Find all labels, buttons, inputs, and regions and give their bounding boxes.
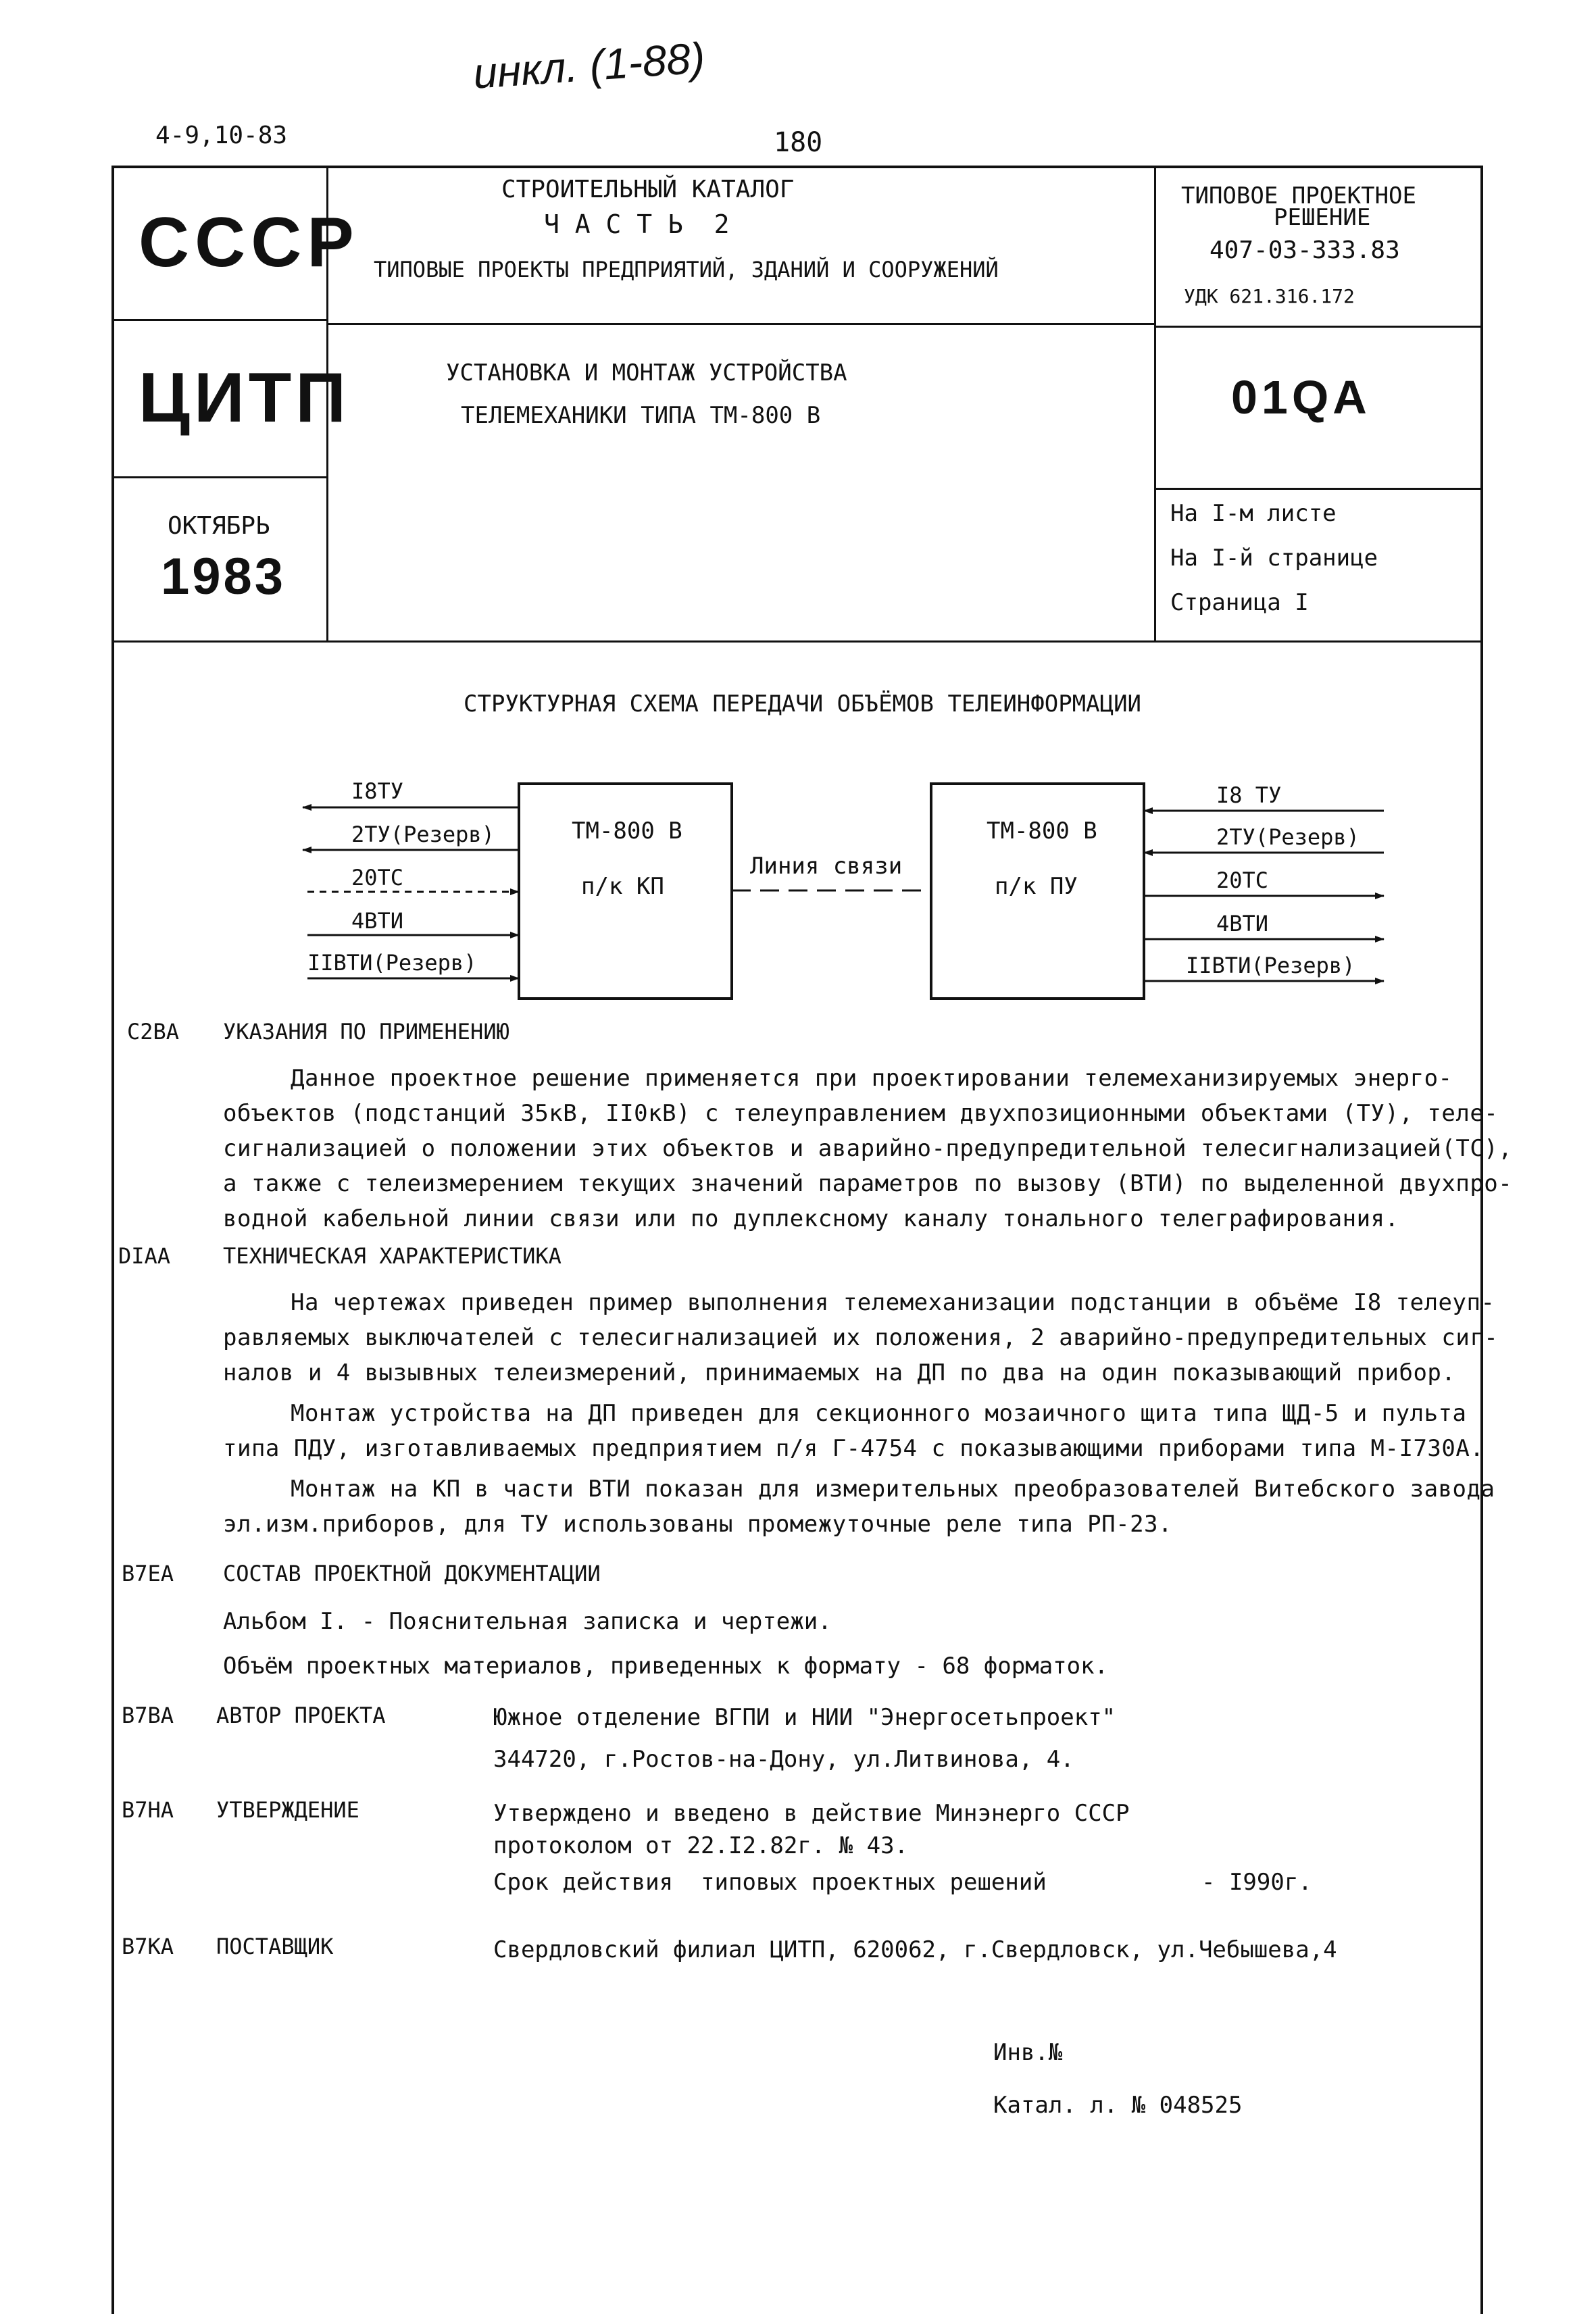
solution-number: 407-03-333.83 [1210, 236, 1400, 264]
classification-code: 01QA [1231, 371, 1371, 424]
left-box-line2: п/к КП [581, 873, 664, 900]
section-line: Южное отделение ВГПИ и НИИ "Энергосетьпроект" [493, 1704, 1116, 1731]
section-code: С2ВА [127, 1019, 180, 1045]
left-signal: 20ТС [351, 865, 404, 890]
right-signal: 2ТУ(Резерв) [1216, 824, 1360, 850]
sheet-info-3: Страница I [1170, 589, 1309, 616]
section-title: АВТОР ПРОЕКТА [216, 1703, 386, 1728]
section-line: Свердловский филиал ЦИТП, 620062, г.Свердловск, ул.Чебышева,4 [493, 1936, 1337, 1963]
catalog-sheet-number: Катал. л. № 048525 [993, 2092, 1243, 2119]
section-line: Объём проектных материалов, приведенных к формату - 68 форматок. [223, 1653, 1109, 1680]
left-box-line1: ТМ-800 В [572, 818, 682, 845]
section-title: УКАЗАНИЯ ПО ПРИМЕНЕНИЮ [223, 1019, 509, 1045]
section-code: В7КА [122, 1934, 174, 1959]
inventory-number: Инв.№ [993, 2039, 1063, 2066]
left-signal: 4ВТИ [351, 908, 404, 934]
section-title: СОСТАВ ПРОЕКТНОЙ ДОКУМЕНТАЦИИ [223, 1561, 601, 1586]
validity-year: - I990г. [1201, 1869, 1312, 1896]
section-code: В7НА [122, 1797, 174, 1823]
sheet-info-1: На I-м листе [1170, 500, 1337, 527]
section-line: протоколом от 22.I2.82г. № 43. [493, 1832, 909, 1859]
page-number: 180 [774, 127, 823, 158]
right-signal: 20ТС [1216, 867, 1269, 893]
catalog-title: СТРОИТЕЛЬНЫЙ КАТАЛОГ [501, 176, 795, 203]
month-label: ОКТЯБРЬ [168, 512, 270, 540]
section-title: ТЕХНИЧЕСКАЯ ХАРАКТЕРИСТИКА [223, 1243, 562, 1269]
catalog-part: Ч А С Т Ь 2 [544, 209, 730, 239]
right-signal: 4ВТИ [1216, 911, 1269, 936]
link-label: Линия связи [750, 853, 903, 880]
section-title: УТВЕРЖДЕНИЕ [216, 1797, 359, 1823]
country-label: СССР [139, 203, 359, 282]
section-code: В7ЕА [122, 1561, 174, 1586]
left-signal: 2ТУ(Резерв) [351, 822, 495, 847]
diagram-title: СТРУКТУРНАЯ СХЕМА ПЕРЕДАЧИ ОБЪЁМОВ ТЕЛЕИНФОРМАЦИИ [464, 690, 1142, 718]
right-signal: I8 ТУ [1216, 782, 1282, 808]
solution-type-line2: РЕШЕНИЕ [1274, 204, 1371, 231]
solution-type-line1: ТИПОВОЕ ПРОЕКТНОЕ [1181, 182, 1416, 209]
left-signal: IIВТИ(Резерв) [307, 950, 477, 976]
section-line: 344720, г.Ростов-на-Дону, ул.Литвинова, 4. [493, 1746, 1074, 1773]
section-code: В7ВА [122, 1703, 174, 1728]
right-box-line1: ТМ-800 В [987, 818, 1097, 845]
doc-title-line2: ТЕЛЕМЕХАНИКИ ТИПА ТМ-800 В [461, 402, 821, 429]
sheet-info-2: На I-й странице [1170, 545, 1378, 572]
section-code: DIAA [118, 1243, 171, 1269]
left-signal: I8ТУ [351, 778, 404, 804]
handwritten-note: инкл. (1-88) [471, 33, 707, 98]
section-line: Альбом I. - Пояснительная записка и чертежи. [223, 1608, 832, 1635]
year-label: 1983 [161, 548, 286, 605]
right-box-line2: п/к ПУ [995, 873, 1078, 900]
series-code: 4-9,10-83 [155, 122, 288, 149]
doc-title-line1: УСТАНОВКА И МОНТАЖ УСТРОЙСТВА [446, 359, 847, 386]
right-signal: IIВТИ(Резерв) [1186, 953, 1355, 978]
section-title: ПОСТАВЩИК [216, 1934, 334, 1959]
catalog-subtitle: ТИПОВЫЕ ПРОЕКТЫ ПРЕДПРИЯТИЙ, ЗДАНИЙ И СООРУЖЕНИЙ [374, 257, 999, 282]
org-label: ЦИТП [139, 359, 350, 437]
section-line: Утверждено и введено в действие Минэнерго СССР [493, 1800, 1130, 1827]
udk-code: УДК 621.316.172 [1184, 285, 1355, 307]
section-line: Срок действия типовых проектных решений [493, 1869, 1047, 1896]
